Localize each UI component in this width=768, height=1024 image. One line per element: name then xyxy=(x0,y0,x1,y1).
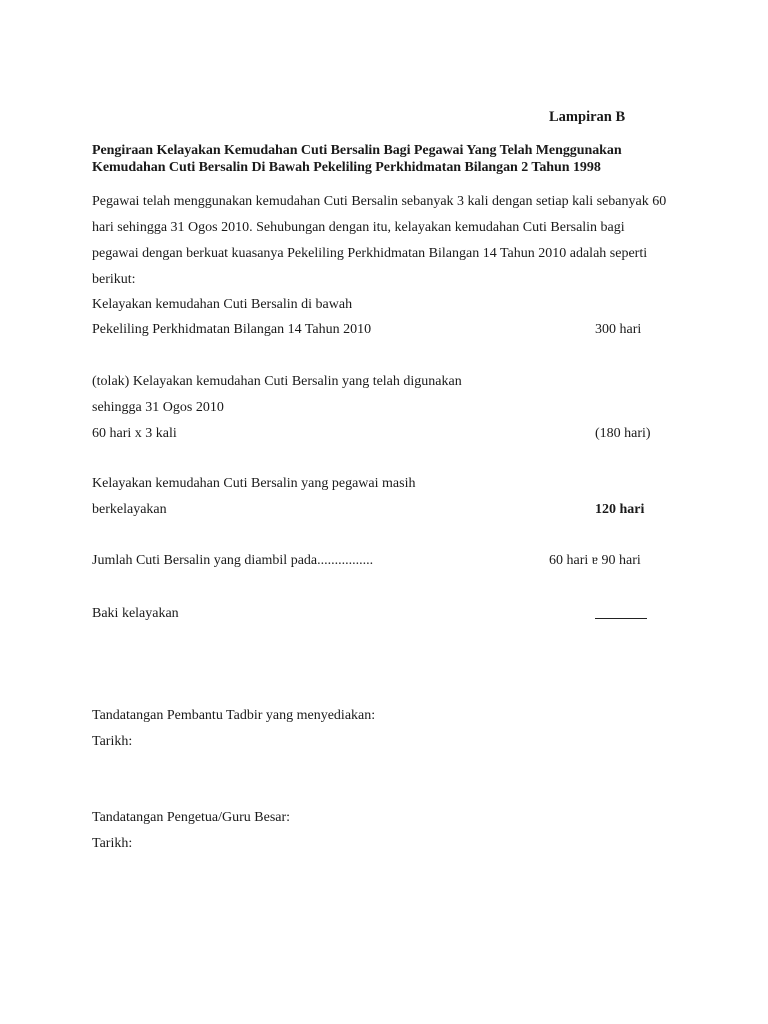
intro-paragraph-line-1: Pegawai telah menggunakan kemudahan Cuti Bersalin sebanyak 3 kali dengan setiap kali sebanyak 60 xyxy=(92,194,667,209)
admin-signature-label: Tandatangan Pembantu Tadbir yang menyediakan: xyxy=(92,708,376,723)
entitlement-value: 300 hari xyxy=(595,322,642,337)
remaining-label-line-1: Kelayakan kemudahan Cuti Bersalin yang pegawai masih xyxy=(92,476,416,491)
remaining-label-line-2: berkelayakan xyxy=(92,502,167,517)
deduction-label-line-2: sehingga 31 Ogos 2010 xyxy=(92,400,224,415)
appendix-label: Lampiran B xyxy=(549,109,626,125)
taken-row xyxy=(92,552,373,570)
intro-paragraph-line-4: berikut: xyxy=(92,272,136,287)
intro-paragraph-line-3: pegawai dengan berkuat kuasanya Pekeliling Perkhidmatan Bilangan 14 Tahun 2010 adalah seperti xyxy=(92,246,648,261)
principal-signature-label: Tandatangan Pengetua/Guru Besar: xyxy=(92,810,291,825)
principal-date-label: Tarikh: xyxy=(92,836,133,851)
deduction-value: (180 hari) xyxy=(595,426,651,441)
taken-value: 60 hari ɐ 90 hari xyxy=(549,553,641,568)
document-title-line-2: Kemudahan Cuti Bersalin Di Bawah Pekeliling Perkhidmatan Bilangan 2 Tahun 1998 xyxy=(92,160,601,175)
balance-blank-line xyxy=(595,618,647,619)
entitlement-label-line-2: Pekeliling Perkhidmatan Bilangan 14 Tahun 2010 xyxy=(92,322,372,337)
entitlement-label-line-1: Kelayakan kemudahan Cuti Bersalin di bawah xyxy=(92,297,353,312)
admin-date-label: Tarikh: xyxy=(92,734,133,749)
remaining-value: 120 hari xyxy=(595,502,645,517)
deduction-label-line-3: 60 hari x 3 kali xyxy=(92,426,177,441)
taken-dots: ................ xyxy=(317,553,374,568)
balance-label: Baki kelayakan xyxy=(92,606,179,621)
document-title-line-1: Pengiraan Kelayakan Kemudahan Cuti Bersalin Bagi Pegawai Yang Telah Menggunakan xyxy=(92,143,622,158)
taken-label: Jumlah Cuti Bersalin yang diambil pada xyxy=(92,553,318,568)
intro-paragraph-line-2: hari sehingga 31 Ogos 2010. Sehubungan dengan itu, kelayakan kemudahan Cuti Bersalin bagi xyxy=(92,220,625,235)
deduction-label-line-1: (tolak) Kelayakan kemudahan Cuti Bersalin yang telah digunakan xyxy=(92,374,462,389)
